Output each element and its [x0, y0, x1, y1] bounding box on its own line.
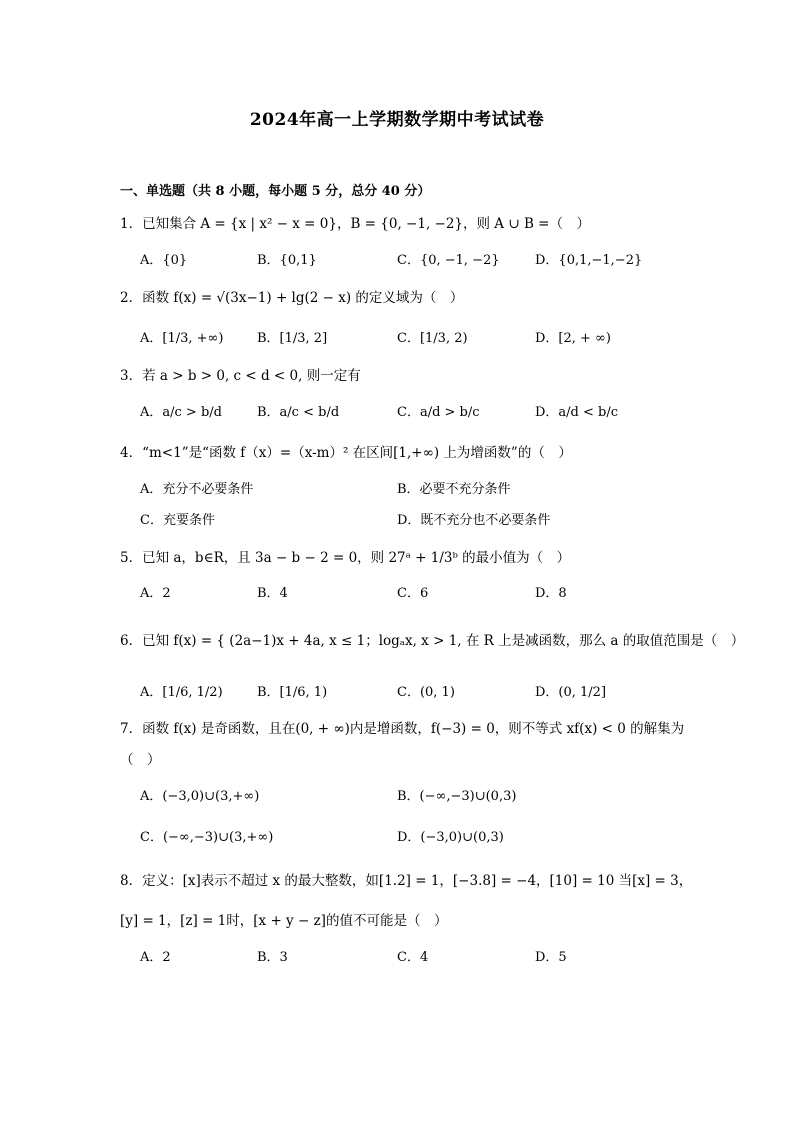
q4-option-a: A．充分不必要条件: [140, 482, 254, 497]
question-4-stem: 4．“m<1”是“函数 f（x）=（x-m）² 在区间[1,+∞) 上为增函数”的（ ）: [120, 445, 572, 461]
q6-option-d: D．(0, 1/2]: [535, 685, 607, 700]
q3-option-a: A．a/c > b/d: [140, 405, 222, 420]
q6-option-b: B．[1/6, 1): [257, 685, 328, 700]
question-2-stem: 2．函数 f(x) = √(3x−1) + lg(2 − x) 的定义域为（ ）: [120, 290, 464, 306]
q8-option-c: C．4: [397, 950, 429, 965]
question-8-stem-cont: [y] = 1，[z] = 1时，[x + y − z]的值不可能是（ ）: [120, 913, 448, 929]
q7-option-c: C．(−∞,−3)∪(3,+∞): [140, 830, 274, 845]
question-1-stem: 1．已知集合 A = {x | x² − x = 0}，B = {0, −1, −2}，则 A ∪ B =（ ）: [120, 216, 590, 232]
q1-option-d: D．{0,1,−1,−2}: [535, 253, 643, 268]
q7-option-b: B．(−∞,−3)∪(0,3): [397, 789, 517, 804]
q6-option-c: C．(0, 1): [397, 685, 455, 700]
q7-option-d: D．(−3,0)∪(0,3): [397, 830, 504, 845]
q5-option-b: B．4: [257, 586, 288, 601]
q4-option-d: D．既不充分也不必要条件: [397, 513, 551, 528]
q4-option-c: C．充要条件: [140, 513, 215, 528]
question-3-stem: 3．若 a > b > 0, c < d < 0, 则一定有: [120, 368, 361, 384]
q4-option-b: B．必要不充分条件: [397, 482, 511, 497]
q8-option-a: A．2: [140, 950, 171, 965]
q2-option-b: B．[1/3, 2]: [257, 331, 328, 346]
question-7-stem-cont: （ ）: [120, 752, 161, 768]
section-heading: 一、单选题（共 8 小题，每小题 5 分，总分 40 分）: [120, 184, 431, 199]
q3-option-d: D．a/d < b/c: [535, 405, 619, 420]
question-6-stem: 6．已知 f(x) = { (2a−1)x + 4a, x ≤ 1；logₐx, x > 1, 在 R 上是减函数，那么 a 的取值范围是（ ）: [120, 633, 745, 649]
q5-option-d: D．8: [535, 586, 567, 601]
q5-option-c: C．6: [397, 586, 429, 601]
question-5-stem: 5．已知 a，b∈R，且 3a − b − 2 = 0，则 27ᵃ + 1/3ᵇ 的最小值为（ ）: [120, 550, 571, 566]
q8-option-b: B．3: [257, 950, 288, 965]
q6-option-a: A．[1/6, 1/2): [140, 685, 223, 700]
exam-title: 2024年高一上学期数学期中考试试卷: [249, 110, 545, 130]
q2-option-a: A．[1/3, +∞): [140, 331, 224, 346]
question-7-stem: 7．函数 f(x) 是奇函数，且在(0, + ∞)内是增函数，f(−3) = 0，则不等式 xf(x) < 0 的解集为: [120, 721, 685, 737]
q3-option-c: C．a/d > b/c: [397, 405, 480, 420]
q5-option-a: A．2: [140, 586, 171, 601]
question-8-stem: 8．定义：[x]表示不超过 x 的最大整数，如[1.2] = 1，[−3.8] = −4，[10] = 10 当[x] = 3，: [120, 873, 693, 889]
q1-option-b: B．{0,1}: [257, 253, 317, 268]
q7-option-a: A．(−3,0)∪(3,+∞): [140, 789, 260, 804]
q1-option-a: A．{0}: [140, 253, 188, 268]
q2-option-c: C．[1/3, 2): [397, 331, 468, 346]
q3-option-b: B．a/c < b/d: [257, 405, 340, 420]
q1-option-c: C．{0, −1, −2}: [397, 253, 500, 268]
q8-option-d: D．5: [535, 950, 567, 965]
q2-option-d: D．[2, + ∞): [535, 331, 611, 346]
